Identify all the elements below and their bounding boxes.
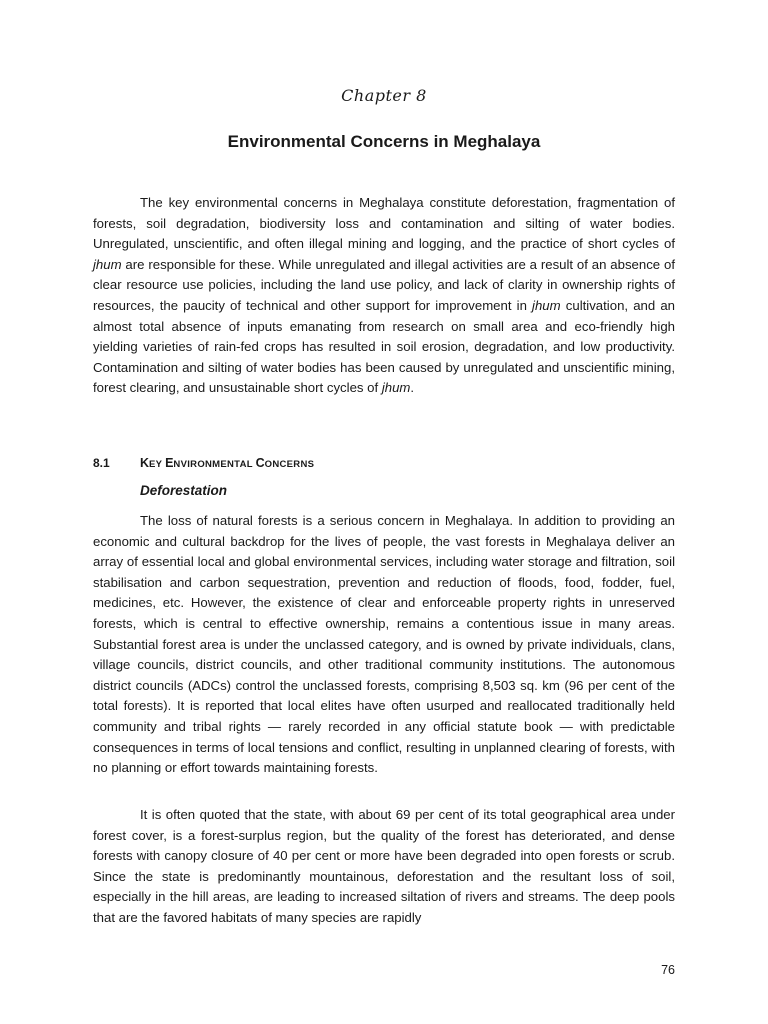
section-number: 8.1 [93, 456, 110, 470]
chapter-title: Environmental Concerns in Meghalaya [227, 132, 541, 151]
intro-italic-jhum-1: jhum [93, 256, 122, 272]
intro-text-part2: are responsible for these. While unregulated and illegal activities are a result of an absence of clear resource use policies, including the land use policy, and lack of clarity in ownership rights of resources, the paucity of technical and other support for improvement in [93, 256, 675, 313]
chapter-label: Chapter 8 [341, 86, 427, 105]
intro-paragraph [93, 193, 675, 399]
page-number: 76 [661, 963, 675, 977]
section-title-e: E [165, 456, 174, 470]
intro-text-part1: The key environmental concerns in Meghalaya constitute deforestation, fragmentation of forests, soil degradation, biodiversity loss and contamination and silting of water bodies. Unregulated, unscientific, and often illegal mining and logging, and the practice of short cycles of [93, 195, 675, 252]
section-title-k: K [140, 456, 150, 470]
paragraph-2-text: It is often quoted that the state, with about 69 per cent of its total geographical area under forest cover, is a forest-surplus region, but the quality of the forest has deteriorated, and dense forests with canopy closure of 40 per cent or more have been degraded into open forests or scrub. Since the state is predominantly mountainous, deforestation and the resultant loss of soil, especially in the hill areas, are leading to increased siltation of rivers and streams. The deep pools that are the favored habitats of many species are rapidly [93, 807, 675, 925]
intro-text-part3: cultivation, and an almost total absence of inputs emanating from research on small area and eco-friendly high yielding varieties of rain-fed crops has resulted in soil erosion, degradation, and low productivity. Contamination and silting of water bodies has been caused by unregulated and unscientific mining, forest clearing, and unsustainable short cycles of [93, 297, 675, 396]
subsection-title: Deforestation [140, 483, 228, 498]
paragraph-1-text: The loss of natural forests is a serious concern in Meghalaya. In addition to providing an economic and cultural backdrop for the lives of people, the vast forests in Meghalaya deliver an array of essential local and global environmental services, including water storage and filtration, soil stabilisation and carbon sequestration, prevention and reduction of floods, food, fodder, fuel, medicines, etc. However, the existence of clear and enforceable property rights in unreserved forests, which is central to effective ownership, remains a contentious issue in many areas. Substantial forest area is under the unclassed category, and is owned by private individuals, clans, village councils, district councils, and other traditional community institutions. The autonomous district councils (ADCs) control the unclassed forests, comprising 8,503 sq. km (96 per cent of the total forests). It is reported that local elites have often usurped and reallocated traditionally held community and tribal rights — rarely recorded in any official statute book — with predictable consequences in terms of local tensions and conflict, resulting in unplanned clearing of forests, with no planning or effort towards maintaining forests. [93, 513, 675, 776]
intro-italic-jhum-2: jhum [532, 297, 561, 313]
intro-text-part4: . [410, 380, 415, 396]
section-title-c: C [255, 456, 265, 470]
section-title-nvironmental: NVIRONMENTAL [173, 459, 256, 470]
deforestation-paragraph-1 [93, 511, 675, 779]
section-title-ey: EY [149, 459, 166, 470]
section-heading [93, 456, 314, 470]
deforestation-paragraph-2 [93, 805, 675, 929]
intro-italic-jhum-3: jhum [381, 380, 411, 396]
section-title-oncerns: ONCERNS [264, 459, 315, 470]
